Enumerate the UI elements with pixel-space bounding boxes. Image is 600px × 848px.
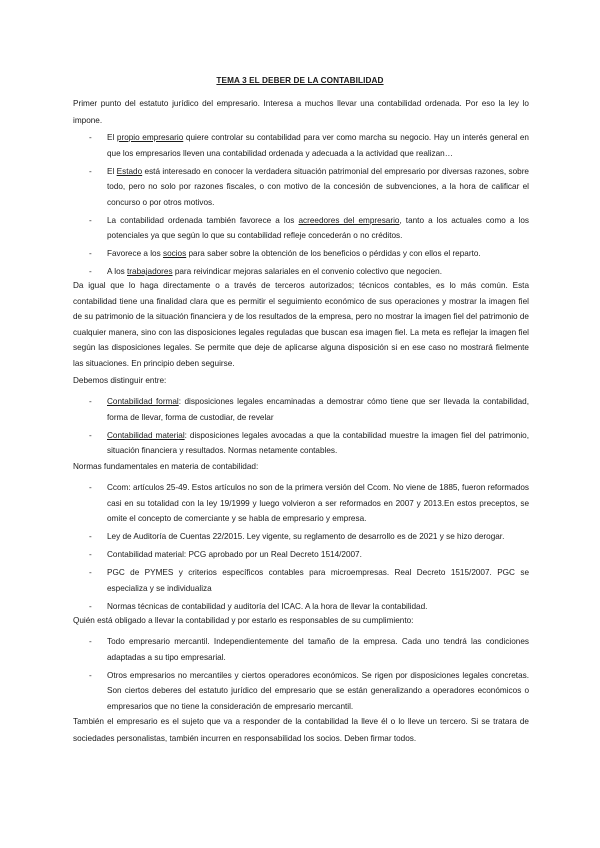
list-item: - A los trabajadores para reivindicar mejoras salariales en el convenio colectivo que negocien. [89, 267, 442, 276]
list-item: - Ley de Auditoría de Cuentas 22/2015. Ley vigente, su reglamento de desarrollo es de 2021 y se hizo derogar. [89, 532, 505, 541]
document-title: TEMA 3 EL DEBER DE LA CONTABILIDAD [216, 76, 384, 85]
list-item: - Otros empresarios no mercantiles y ciertos operadores económicos. Se rigen por disposiciones legales concretas. Son ciertos deberes del estatuto jurídico del empresario que se están generalizando a operadores económicos o empresarios que no tiene la consideración de empresario mercantil. [89, 670, 529, 711]
list-item: - Contabilidad material: PCG aprobado por un Real Decreto 1514/2007. [89, 550, 362, 559]
obligated-heading: Quién está obligado a llevar la contabilidad y por estarlo es responsables de su cumplimiento: [73, 616, 414, 625]
obligated-list [73, 634, 529, 717]
list-item: - Favorece a los socios para saber sobre la obtención de los beneficios o pérdidas y con ellos el reparto. [89, 249, 481, 258]
final-paragraph: También el empresario es el sujeto que va a responder de la contabilidad la lleve él o lo lleve un tercero. Si se tratara de sociedades personalistas, también incurren en responsabilidad los socios. Deben firmar todos. [73, 717, 529, 743]
list-item: - Contabilidad material: disposiciones legales avocadas a que la contabilidad muestre la imagen fiel del patrimonio, situación financiera y resultados. Normas netamente contables. [89, 430, 529, 455]
distinguish-heading: Debemos distinguir entre: [73, 376, 167, 385]
norms-heading: Normas fundamentales en materia de contabilidad: [73, 462, 259, 471]
list-item: - Ccom: artículos 25-49. Estos artículos no son de la primera versión del Ccom. No viene de 1885, fueron reformados casi en su totalidad con la ley 19/1999 y luego volvieron a ser reformados en 2007 y 2013.En estos preceptos, se omite el concepto de comerciante y se habla de empresario y empresa. [89, 483, 529, 523]
norms-list [73, 480, 529, 617]
interested-parties-list [73, 130, 529, 282]
intro-paragraph: Primer punto del estatuto jurídico del empresario. Interesa a muchos llevar una contabilidad ordenada. Por eso la ley lo impone. [73, 99, 529, 125]
list-item: - PGC de PYMES y criterios específicos contables para microempresas. Real Decreto 1515/2007. PGC se especializa y se individualiza [89, 568, 529, 593]
purpose-paragraph: Da igual que lo haga directamente o a través de terceros autorizados; técnicos contables, es lo más común. Esta contabilidad tiene una finalidad clara que es permitir el seguimiento económico de sus operaciones y mostrar la imagen fiel de su patrimonio de la situación financiera y de los resultados de la empresa, pero no mostrar la imagen fiel del patrimonio de cualquier manera, sino con las disposiciones legales reguladas que buscan esa imagen fiel. La meta es reflejar la imagen fiel según las disposiciones legales. Se permite que deje de aplicarse alguna disposición si en ese caso no mostrará fielmente las situaciones. En principio deben seguirse. [73, 281, 529, 368]
list-item: - La contabilidad ordenada también favorece a los acreedores del empresario, tanto a los actuales como a los potenciales ya que según lo que su contabilidad refleje concederán o no créditos. [89, 215, 529, 240]
list-item: - El propio empresario quiere controlar su contabilidad para ver como marcha su negocio. Hay un interés general en que los empresarios lleven una contabilidad ordenada y adecuada a la actividad que realizan… [89, 133, 529, 158]
list-item: - Contabilidad formal: disposiciones legales encaminadas a demostrar cómo tiene que ser llevada la contabilidad, forma de llevar, forma de custodiar, de revelar [89, 397, 529, 422]
list-item: - El Estado está interesado en conocer la verdadera situación patrimonial del empresario por diversas razones, sobre todo, pero no solo por razones fiscales, o con motivo de la concesión de subvenciones, a la hora de calificar el concurso o por otros motivos. [89, 166, 529, 207]
list-item: - Normas técnicas de contabilidad y auditoría del ICAC. A la hora de llevar la contabilidad. [89, 601, 428, 611]
list-item: - Todo empresario mercantil. Independientemente del tamaño de la empresa. Cada uno tendrá las condiciones adaptadas a su tipo empresarial. [89, 637, 529, 662]
accounting-types-list [73, 394, 529, 461]
